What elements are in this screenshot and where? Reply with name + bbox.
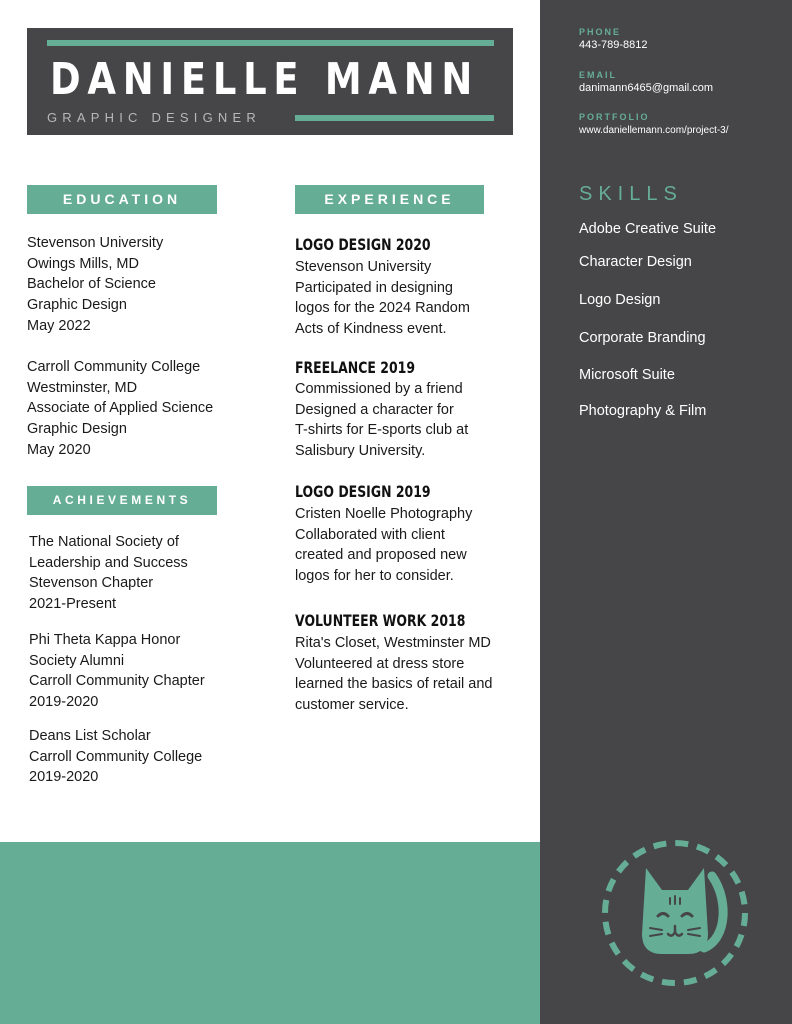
- header-accent-bar-top: [47, 40, 494, 46]
- phone-label: PHONE: [579, 27, 622, 37]
- achievement-line: Stevenson Chapter: [29, 575, 154, 592]
- experience-line: customer service.: [295, 697, 409, 714]
- experience-line: created and proposed new: [295, 547, 467, 564]
- email-value[interactable]: danimann6465@gmail.com: [579, 82, 714, 94]
- education-line: Westminster, MD: [27, 379, 138, 396]
- resume-name: DANIELLE MANN: [50, 54, 480, 105]
- skill-item: Logo Design: [579, 292, 661, 308]
- experience-line: logos for her to consider.: [295, 568, 454, 585]
- education-line: May 2022: [27, 317, 91, 334]
- skill-item: Microsoft Suite: [579, 367, 675, 383]
- achievements-heading: ACHIEVEMENTS: [27, 486, 217, 515]
- experience-entry: [295, 504, 472, 587]
- experience-line: Salisbury University.: [295, 443, 426, 460]
- experience-line: Stevenson University: [295, 259, 432, 275]
- education-heading: EDUCATION: [27, 185, 217, 214]
- phone-value: 443-789-8812: [579, 39, 648, 51]
- experience-entry: [295, 379, 468, 462]
- experience-line: learned the basics of retail and: [295, 676, 493, 693]
- achievement-line: 2021-Present: [29, 596, 117, 613]
- experience-line: Designed a character for: [295, 401, 454, 418]
- skill-item: Photography & Film: [579, 403, 707, 419]
- skill-item: Corporate Branding: [579, 330, 706, 346]
- education-line: Stevenson University: [27, 235, 164, 251]
- achievement-line: The National Society of: [29, 534, 179, 550]
- education-line: Graphic Design: [27, 297, 127, 314]
- achievement-entry: [29, 726, 202, 788]
- experience-title: LOGO DESIGN 2019: [295, 482, 431, 501]
- achievement-line: Carroll Community Chapter: [29, 673, 205, 690]
- achievement-line: 2019-2020: [29, 769, 99, 786]
- education-line: Graphic Design: [27, 421, 127, 438]
- achievement-entry: [29, 532, 188, 615]
- experience-line: Collaborated with client: [295, 526, 445, 543]
- experience-line: Rita's Closet, Westminster MD: [295, 635, 491, 651]
- achievement-line: Leadership and Success: [29, 554, 188, 571]
- skill-item: Character Design: [579, 254, 692, 270]
- experience-title: VOLUNTEER WORK 2018: [295, 611, 466, 630]
- footer-accent-block: [0, 842, 540, 1024]
- email-label: EMAIL: [579, 70, 617, 80]
- experience-title: LOGO DESIGN 2020: [295, 235, 431, 254]
- education-line: Associate of Applied Science: [27, 400, 214, 417]
- skill-item: Adobe Creative Suite: [579, 221, 717, 237]
- header-accent-bar-bottom: [295, 115, 494, 121]
- achievement-line: Deans List Scholar: [29, 728, 151, 744]
- education-entry: [27, 233, 163, 337]
- skills-heading: SKILLS: [579, 183, 683, 205]
- experience-title: FREELANCE 2019: [295, 358, 416, 377]
- achievement-entry: [29, 630, 205, 713]
- education-line: Owings Mills, MD: [27, 255, 139, 272]
- cat-icon: [600, 838, 750, 988]
- experience-line: Participated in designing: [295, 279, 453, 296]
- experience-line: T-shirts for E-sports club at: [295, 422, 469, 439]
- portfolio-label: PORTFOLIO: [579, 112, 650, 122]
- portfolio-link[interactable]: www.daniellemann.com/project-3/: [579, 125, 729, 136]
- achievement-line: Society Alumni: [29, 652, 125, 669]
- achievement-line: Carroll Community College: [29, 748, 203, 765]
- experience-entry: [295, 257, 470, 340]
- experience-line: Volunteered at dress store: [295, 655, 465, 672]
- experience-line: Commissioned by a friend: [295, 381, 463, 397]
- experience-line: Acts of Kindness event.: [295, 321, 447, 338]
- education-entry: [27, 357, 213, 461]
- education-line: Carroll Community College: [27, 359, 201, 375]
- experience-line: Cristen Noelle Photography: [295, 506, 473, 522]
- experience-heading: EXPERIENCE: [295, 185, 484, 214]
- education-line: May 2020: [27, 441, 91, 458]
- education-line: Bachelor of Science: [27, 276, 156, 293]
- achievement-line: Phi Theta Kappa Honor: [29, 632, 181, 648]
- achievement-line: 2019-2020: [29, 694, 99, 711]
- resume-role: GRAPHIC DESIGNER: [47, 110, 261, 125]
- experience-entry: [295, 633, 493, 716]
- experience-line: logos for the 2024 Random: [295, 300, 470, 317]
